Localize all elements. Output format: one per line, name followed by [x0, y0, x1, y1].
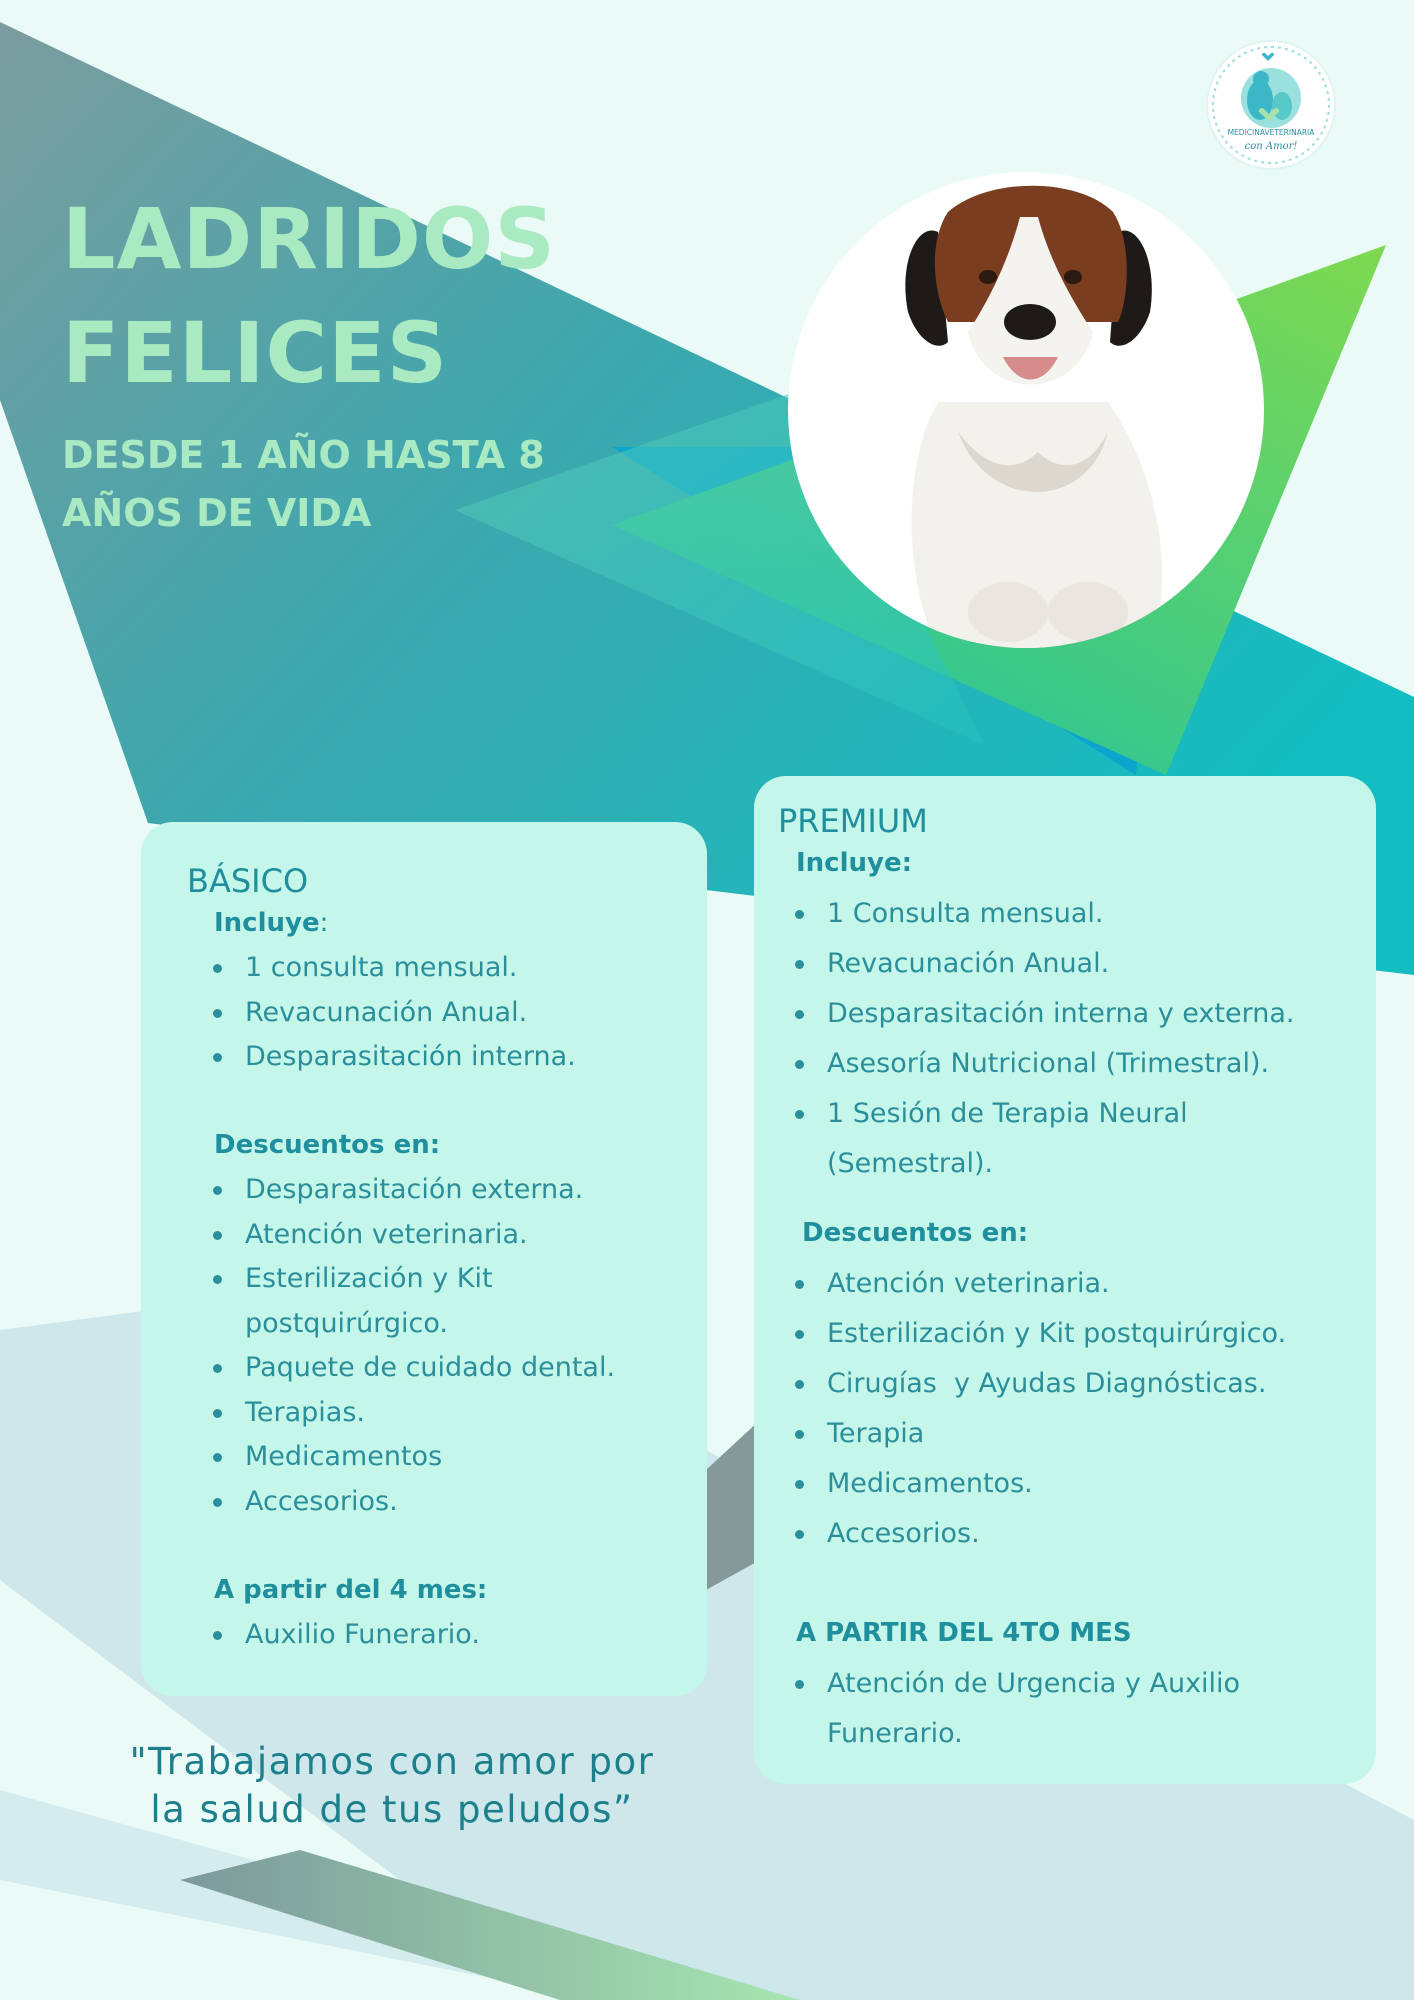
brand-logo: [1208, 42, 1334, 168]
includes-heading: Incluye:: [796, 848, 912, 878]
from-month-heading: A PARTIR DEL 4TO MES: [796, 1618, 1132, 1648]
list-item: Terapia: [790, 1409, 1360, 1459]
list-item: Paquete de cuidado dental.: [208, 1346, 688, 1391]
list-item: Desparasitación externa.: [208, 1168, 688, 1213]
list-item: Terapias.: [208, 1391, 688, 1436]
subtitle-line: DESDE 1 AÑO HASTA 8: [62, 433, 545, 477]
basic-plan-card: [141, 822, 707, 1696]
quote-line: la salud de tus peludos”: [150, 1788, 634, 1831]
logo-tagline: con Amor!: [1244, 141, 1298, 152]
list-item: Atención veterinaria.: [790, 1259, 1360, 1309]
list-item: Asesoría Nutricional (Trimestral).: [790, 1039, 1360, 1089]
page-title: [62, 182, 622, 410]
logo-text: MEDICINAVETERINARIA: [1227, 128, 1315, 137]
dog-photo: [788, 172, 1264, 648]
list-item: Accesorios.: [208, 1480, 688, 1525]
list-item: Esterilización y Kit postquirúrgico.: [790, 1309, 1360, 1359]
includes-label: Incluye: [214, 908, 320, 938]
list-item: Atención de Urgencia y Auxilio Funerario.: [790, 1659, 1277, 1759]
footer-quote: [122, 1738, 662, 1834]
list-item: Desparasitación interna y externa.: [790, 989, 1360, 1039]
list-item: Cirugías y Ayudas Diagnósticas.: [790, 1359, 1360, 1409]
list-item: Accesorios.: [790, 1509, 1360, 1559]
list-item: Revacunación Anual.: [208, 991, 688, 1036]
plan-name: PREMIUM: [778, 802, 928, 840]
list-item: 1 Consulta mensual.: [790, 889, 1360, 939]
discounts-heading: Descuentos en:: [802, 1218, 1029, 1248]
discounts-heading: Descuentos en:: [214, 1130, 441, 1160]
discounts-list: [208, 1168, 688, 1524]
discounts-list: [790, 1259, 1360, 1559]
list-item: Desparasitación interna.: [208, 1035, 688, 1080]
list-item: Revacunación Anual.: [790, 939, 1360, 989]
includes-colon: :: [319, 908, 329, 938]
list-item: Auxilio Funerario.: [208, 1613, 688, 1658]
list-item: Medicamentos.: [790, 1459, 1360, 1509]
title-line: FELICES: [62, 304, 449, 402]
premium-plan-card: [754, 776, 1376, 1784]
page-subtitle: [62, 426, 582, 542]
list-item: 1 Sesión de Terapia Neural (Semestral).: [790, 1089, 1227, 1189]
title-line: LADRIDOS: [62, 190, 556, 288]
subtitle-line: AÑOS DE VIDA: [62, 491, 372, 535]
from-month-list: [790, 1659, 1360, 1759]
from-month-list: [208, 1613, 688, 1658]
list-item: Atención veterinaria.: [208, 1213, 688, 1258]
includes-list: [208, 946, 688, 1080]
from-month-heading: A partir del 4 mes:: [214, 1575, 488, 1605]
plan-name: BÁSICO: [187, 862, 309, 900]
list-item: Esterilización y Kit postquirúrgico.: [208, 1257, 515, 1346]
includes-heading: [214, 908, 328, 938]
list-item: 1 consulta mensual.: [208, 946, 688, 991]
quote-line: "Trabajamos con amor por: [129, 1740, 655, 1783]
list-item: Medicamentos: [208, 1435, 688, 1480]
includes-list: [790, 889, 1360, 1189]
